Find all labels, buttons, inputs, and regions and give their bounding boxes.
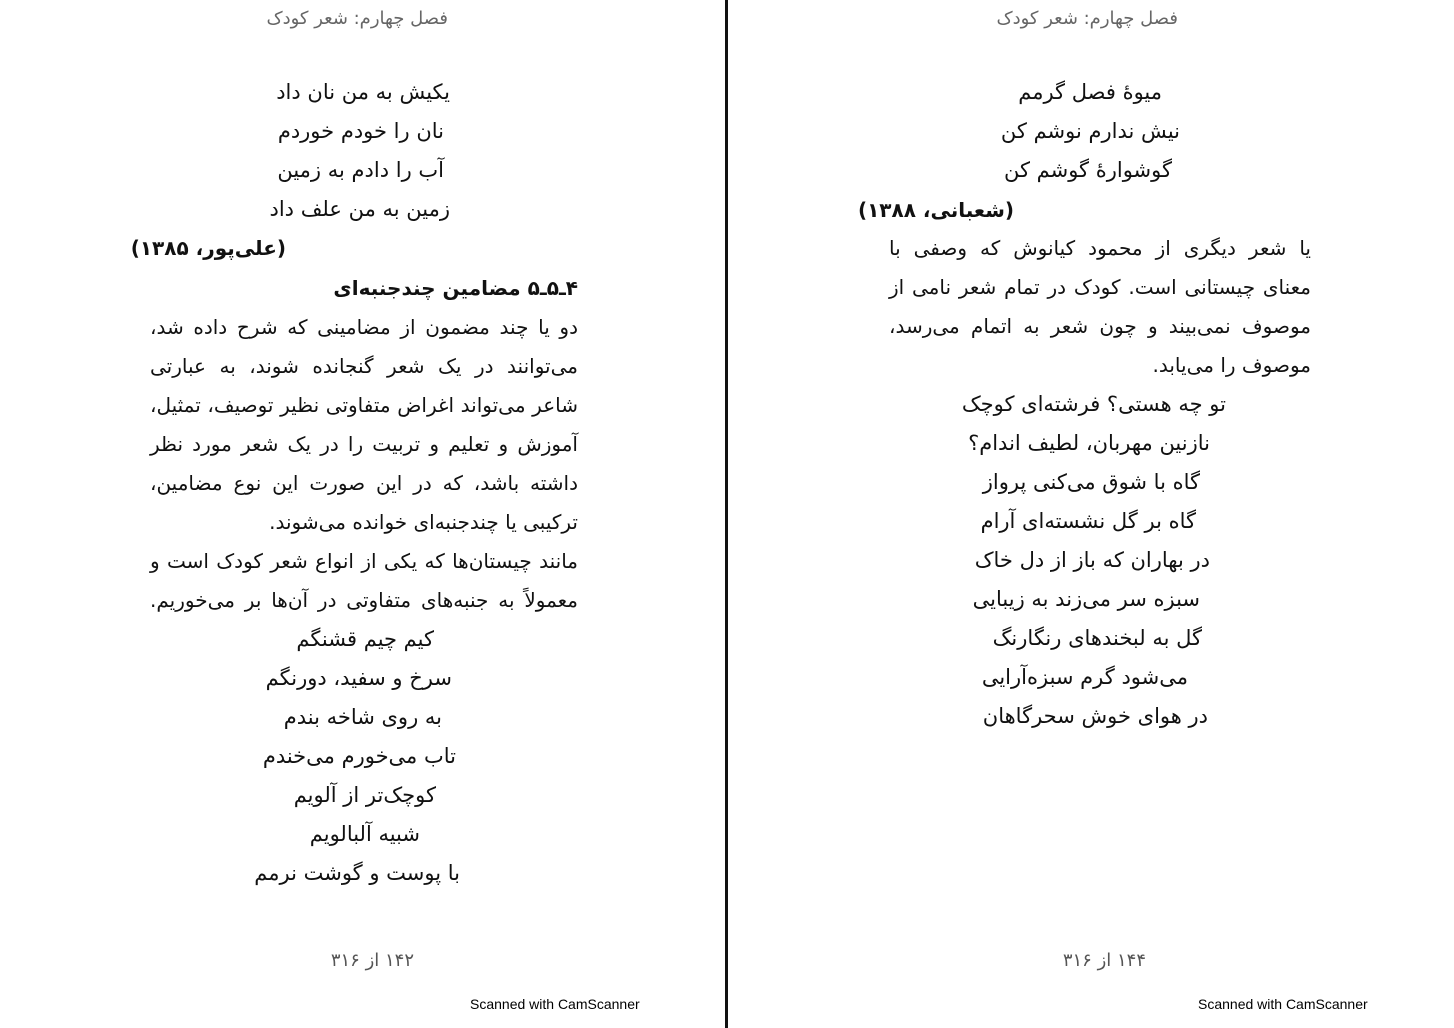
poem-line: با پوست و گوشت نرمم	[254, 861, 460, 885]
poem-line: میوهٔ فصل گرمم	[1018, 80, 1162, 104]
paragraph-line: یا شعر دیگری از محمود کیانوش که وصفی با	[889, 236, 1311, 260]
poem-line: زمین به من علف داد	[269, 197, 450, 221]
poem-line: گل به لبخندهای رنگارنگ	[992, 626, 1202, 650]
poem-line: گاه با شوق می‌کنی پرواز	[982, 470, 1200, 494]
poem-line: می‌شود گرم سبزه‌آرایی	[981, 665, 1188, 689]
page-header: فصل چهارم: شعر کودک	[266, 8, 448, 29]
poem-line: تو چه هستی؟ فرشته‌ای کوچک	[961, 392, 1226, 416]
poem-line: در هوای خوش سحرگاهان	[982, 704, 1208, 728]
poem-line: نان را خودم خوردم	[277, 119, 444, 143]
page-number: ۱۴۴ از ۳۱۶	[1062, 950, 1146, 971]
paragraph-line: معنای چیستانی است. کودک در تمام شعر نامی از	[889, 275, 1311, 299]
page-number: ۱۴۲ از ۳۱۶	[330, 950, 414, 971]
poem-line: گوشوارهٔ گوشم کن	[1003, 158, 1172, 182]
poem-line: یکیش به من نان داد	[276, 80, 450, 104]
poem-line: نازنین مهربان، لطیف اندام؟	[968, 431, 1210, 455]
scanner-footer: Scanned with CamScanner	[470, 996, 640, 1012]
paragraph-line: داشته باشد، که در این صورت این نوع مضامین،	[150, 471, 578, 495]
right-page	[729, 0, 1454, 1028]
scanner-footer: Scanned with CamScanner	[1198, 996, 1368, 1012]
poem-line: گاه بر گل نشسته‌ای آرام	[980, 509, 1196, 533]
paragraph-line: شاعر می‌تواند اغراض متفاوتی نظیر توصیف، تمثیل،	[150, 393, 578, 417]
poem-line: آب را دادم به زمین	[277, 158, 444, 182]
paragraph-line: دو یا چند مضمون از مضامینی که شرح داده شد،	[150, 315, 578, 339]
paragraph-line: آموزش و تعلیم و تربیت را در یک شعر مورد نظر	[150, 432, 578, 456]
poem-line: شبیه آلبالویم	[309, 822, 420, 846]
paragraph-line: موصوف نمی‌بیند و چون شعر به اتمام می‌رسد،	[889, 314, 1311, 338]
paragraph-line: موصوف را می‌یابد.	[1152, 353, 1311, 377]
paragraph-line: مانند چیستان‌ها که یکی از انواع شعر کودک است و	[150, 549, 578, 573]
poem-line: تاب می‌خورم می‌خندم	[262, 744, 456, 768]
page-divider	[725, 0, 728, 1028]
section-heading: ۴ـ۵ـ۵ مضامین چندجنبه‌ای	[333, 276, 578, 300]
poem-line: در بهاران که باز از دل خاک	[974, 548, 1210, 572]
poem-line: کیم چیم قشنگم	[296, 627, 434, 651]
poem-line: به روی شاخه بندم	[283, 705, 442, 729]
paragraph-line: معمولاً به جنبه‌های متفاوتی در آن‌ها بر می‌خوریم.	[150, 588, 578, 612]
left-page	[0, 0, 726, 1028]
paragraph-line: می‌توانند در یک شعر گنجانده شوند، به عبارتی	[150, 354, 578, 378]
poem-line: سرخ و سفید، دورنگم	[265, 666, 452, 690]
paragraph-line: ترکیبی یا چندجنبه‌ای خوانده می‌شوند.	[269, 510, 578, 534]
citation: (علی‌پور، ۱۳۸۵)	[130, 236, 286, 260]
page-header: فصل چهارم: شعر کودک	[996, 8, 1178, 29]
poem-line: کوچک‌تر از آلویم	[293, 783, 436, 807]
poem-line: سبزه سر می‌زند به زیبایی	[972, 587, 1200, 611]
poem-line: نیش ندارم نوشم کن	[1000, 119, 1180, 143]
citation: (شعبانی، ۱۳۸۸)	[857, 198, 1014, 222]
